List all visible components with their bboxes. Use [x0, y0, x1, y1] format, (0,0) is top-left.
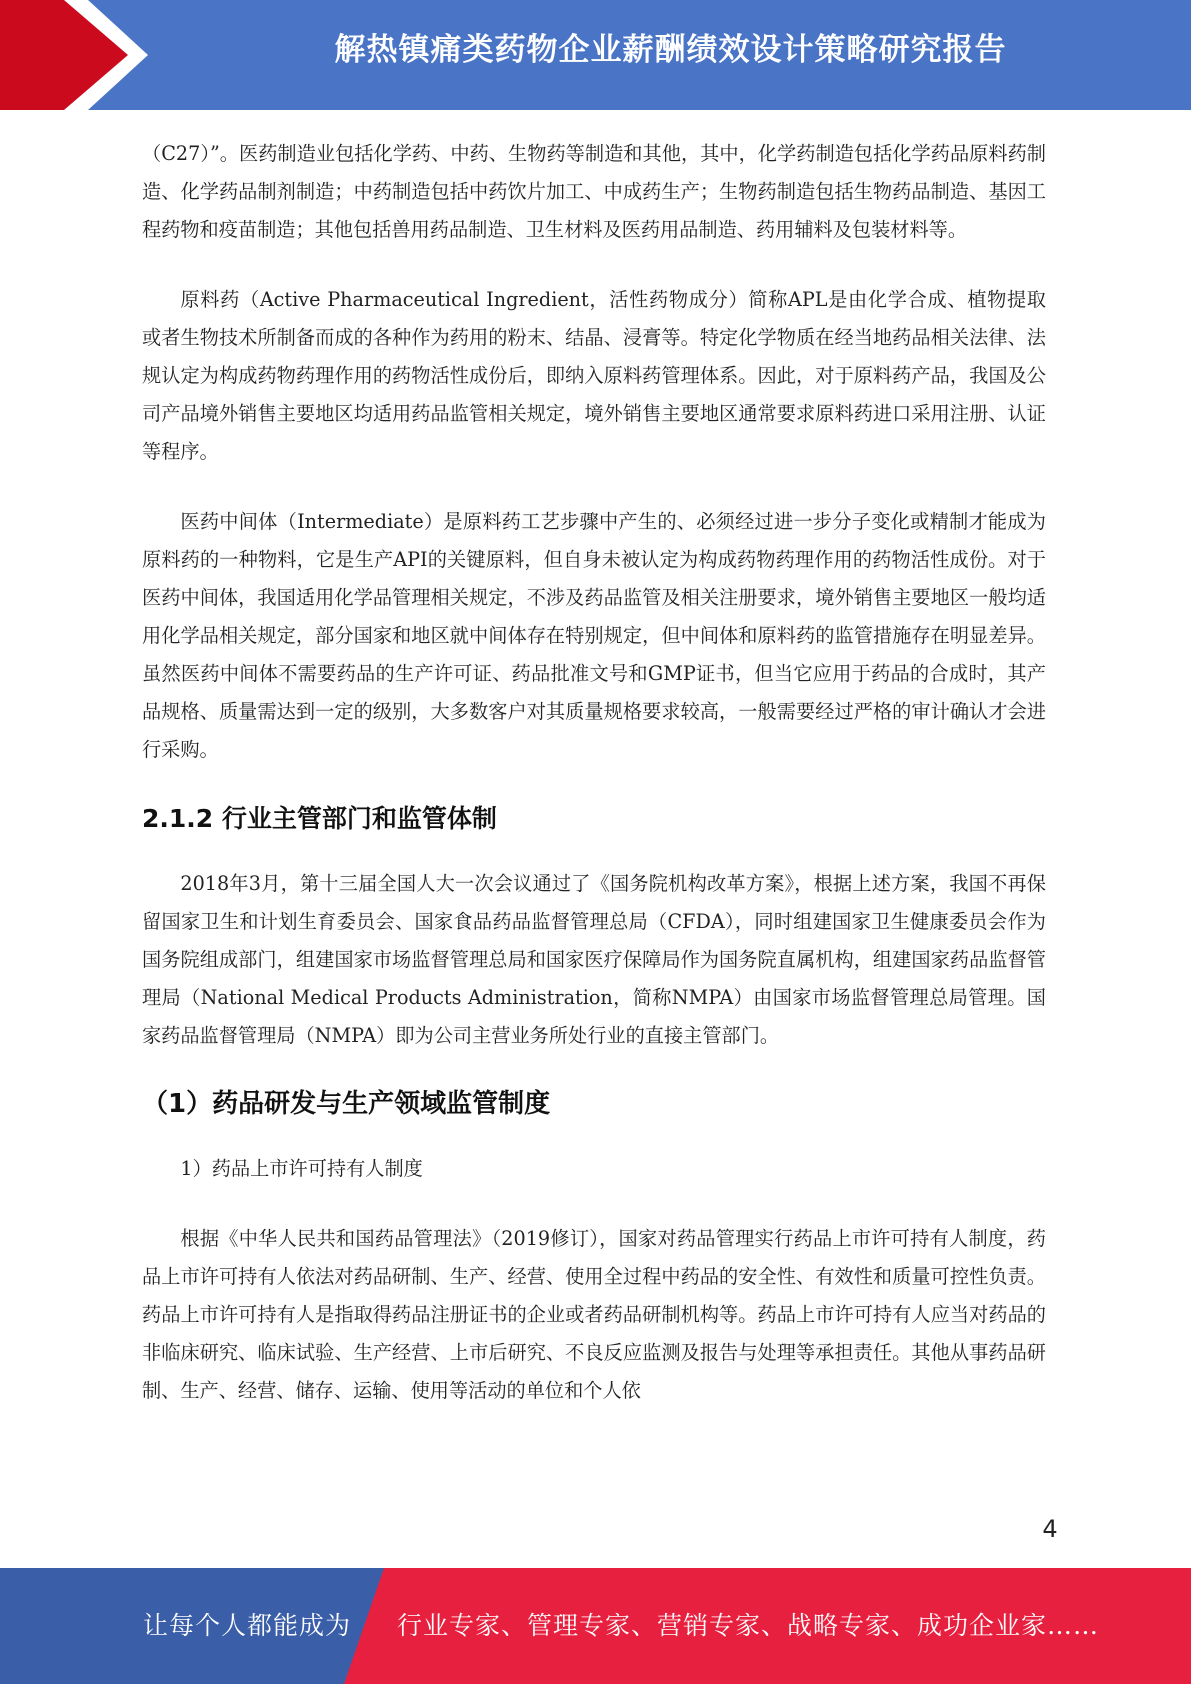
footer-banner: [0, 1568, 1191, 1684]
document-body: [142, 135, 1046, 1410]
paragraph-api: 原料药（Active Pharmaceutical Ingredient，活性药物成分）简称APL是由化学合成、植物提取或者生物技术所制备而成的各种作为药用的粉末、结晶、浸膏等。特定化学物质在经当地药品相关法律、法规认定为构成药物药理作用的药物活性成份后，即纳入原料药管理体系。因此，对于原料药产品，我国及公司产品境外销售主要地区均适用药品监管相关规定，境外销售主要地区通常要求原料药进口采用注册、认证等程序。: [142, 288, 1046, 463]
page-number: 4: [1042, 1515, 1058, 1543]
paragraph-industry-classification: （C27）”。医药制造业包括化学药、中药、生物药等制造和其他，其中，化学药制造包括化学药品原料药制造、化学药品制剂制造；中药制造包括中药饮片加工、中成药生产；生物药制造包括生物药品制造、基因工程药物和疫苗制造；其他包括兽用药品制造、卫生材料及医药用品制造、药用辅料及包装材料等。: [142, 142, 1046, 241]
paragraph-mah-system: 根据《中华人民共和国药品管理法》（2019修订），国家对药品管理实行药品上市许可持有人制度，药品上市许可持有人依法对药品研制、生产、经营、使用全过程中药品的安全性、有效性和质量可控性负责。药品上市许可持有人是指取得药品注册证书的企业或者药品研制机构等。药品上市许可持有人应当对药品的非临床研究、临床试验、生产经营、上市后研究、不良反应监测及报告与处理等承担责任。其他从事药品研制、生产、经营、储存、运输、使用等活动的单位和个人依: [142, 1227, 1046, 1402]
paragraph-intermediate: 医药中间体（Intermediate）是原料药工艺步骤中产生的、必须经过进一步分子变化或精制才能成为原料药的一种物料，它是生产API的关键原料，但自身未被认定为构成药物药理作用的药物活性成份。对于医药中间体，我国适用化学品管理相关规定，不涉及药品监管及相关注册要求，境外销售主要地区一般均适用化学品相关规定，部分国家和地区就中间体存在特别规定，但中间体和原料药的监管措施存在明显差异。虽然医药中间体不需要药品的生产许可证、药品批准文号和GMP证书，但当它应用于药品的合成时，其产品规格、质量需达到一定的级别，大多数客户对其质量规格要求较高，一般需要经过严格的审计确认才会进行采购。: [142, 510, 1046, 761]
footer-slogan-left: 让每个人都能成为: [143, 1611, 352, 1640]
header-banner: [0, 0, 1191, 110]
paragraph-regulatory-reform: 2018年3月，第十三届全国人大一次会议通过了《国务院机构改革方案》，根据上述方案，我国不再保留国家卫生和计划生育委员会、国家食品药品监督管理总局（CFDA），同时组建国家卫生健康委员会作为国务院组成部门，组建国家市场监督管理总局和国家医疗保障局作为国务院直属机构，组建国家药品监督管理局（National Medical Products Administration，简称NMPA）由国家市场监督管理总局管理。国家药品监督管理局（NMPA）即为公司主营业务所处行业的直接主管部门。: [142, 872, 1046, 1047]
section-heading-2-1-2: 2.1.2 行业主管部门和监管体制: [142, 804, 497, 833]
subsection-item-mah: 1）药品上市许可持有人制度: [180, 1157, 423, 1180]
subsection-heading-rd-production: （1）药品研发与生产领域监管制度: [142, 1089, 551, 1119]
footer-slogan-right: 行业专家、管理专家、营销专家、战略专家、成功企业家……: [397, 1611, 1100, 1640]
header-arrow-icon: [0, 0, 160, 110]
document-title: 解热镇痛类药物企业薪酬绩效设计策略研究报告: [334, 32, 1007, 68]
